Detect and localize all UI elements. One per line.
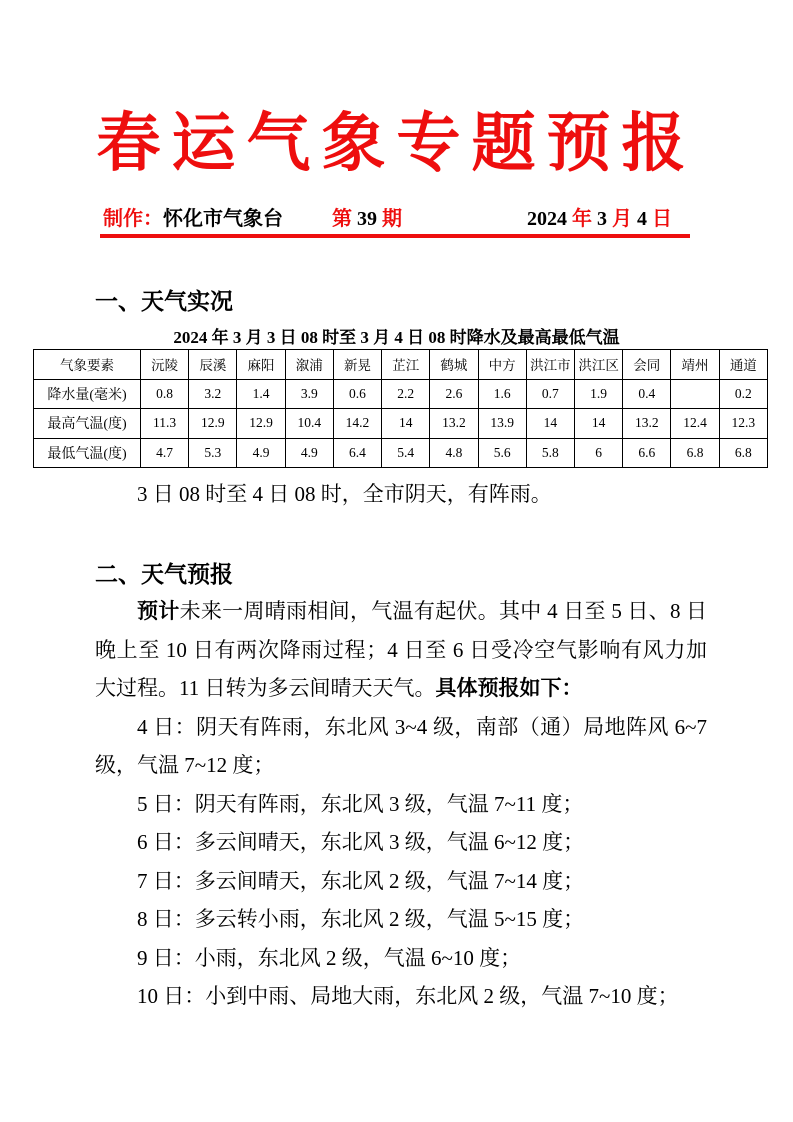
table-header-cell: 鹤城: [430, 350, 478, 380]
table-row: [34, 438, 768, 468]
date-day-unit: 日: [652, 208, 672, 230]
forecast-body: [95, 592, 707, 1016]
value-cell: [671, 379, 719, 409]
value-cell: 14.2: [333, 409, 381, 439]
table-header-cell: 通道: [719, 350, 767, 380]
value-cell: 4.8: [430, 438, 478, 468]
date-month: 3: [592, 208, 612, 230]
value-cell: 6.8: [719, 438, 767, 468]
value-cell: 11.3: [141, 409, 189, 439]
table-header-cell: 沅陵: [141, 350, 189, 380]
issue-suffix: 期: [382, 208, 402, 230]
value-cell: 3.9: [285, 379, 333, 409]
daily-forecast-line: 6 日：多云间晴天，东北风 3 级，气温 6~12 度；: [137, 830, 585, 854]
table-title: 2024 年 3 月 3 日 08 时至 3 月 4 日 08 时降水及最高最低气温: [173, 328, 620, 347]
document-title: 春运气象专题预报: [96, 108, 697, 179]
value-cell: 2.2: [382, 379, 430, 409]
value-cell: 4.7: [141, 438, 189, 468]
section1-heading: 一、天气实况: [95, 288, 233, 314]
value-cell: 6.6: [623, 438, 671, 468]
value-cell: 4.9: [285, 438, 333, 468]
table-header-cell: 麻阳: [237, 350, 285, 380]
value-cell: 5.6: [478, 438, 526, 468]
weather-observation-table: [33, 349, 768, 468]
value-cell: 2.6: [430, 379, 478, 409]
table-header-row: [34, 350, 768, 380]
date-day: 4: [632, 208, 652, 230]
daily-forecast-line: 4 日：阴天有阵雨，东北风 3~4 级，南部（通）局地阵风 6~7 级，气温 7~12 度；: [95, 714, 707, 777]
value-cell: 13.9: [478, 409, 526, 439]
value-cell: 13.2: [430, 409, 478, 439]
red-divider-rule: [100, 234, 690, 238]
value-cell: 14: [526, 409, 574, 439]
table-header-cell: 洪江市: [526, 350, 574, 380]
value-cell: 12.4: [671, 409, 719, 439]
date-month-unit: 月: [612, 208, 632, 230]
daily-forecast-line: 9 日：小雨，东北风 2 级，气温 6~10 度；: [137, 945, 522, 970]
table-header-cell: 辰溪: [189, 350, 237, 380]
table-row: [34, 409, 768, 439]
row-label-cell: 最高气温(度): [34, 409, 141, 439]
issue-number: [332, 202, 402, 231]
producer-label: 制作：: [103, 208, 163, 230]
daily-forecast-line: 5 日：阴天有阵雨，东北风 3 级，气温 7~11 度；: [137, 791, 584, 816]
forecast-intro-text: 未来一周晴雨相间，气温有起伏。其中 4 日至 5 日、8 日晚上至 10 日有两次降雨过程；4 日至 6 日受冷空气影响有风力加大过程。11 日转为多云间晴天天气。: [95, 599, 708, 700]
section2-heading: 二、天气预报: [95, 561, 233, 587]
value-cell: 14: [574, 409, 622, 439]
value-cell: 13.2: [623, 409, 671, 439]
value-cell: 0.4: [623, 379, 671, 409]
value-cell: 5.8: [526, 438, 574, 468]
producer-line: [103, 202, 283, 231]
value-cell: 0.7: [526, 379, 574, 409]
forecast-intro-lead: 预计: [137, 599, 180, 623]
value-cell: 4.9: [237, 438, 285, 468]
value-cell: 0.6: [333, 379, 381, 409]
table-header-cell: 靖州: [671, 350, 719, 380]
daily-forecast-line: 8 日：多云转小雨，东北风 2 级，气温 5~15 度；: [137, 907, 585, 931]
value-cell: 10.4: [285, 409, 333, 439]
table-header-cell: 新晃: [333, 350, 381, 380]
daily-forecast-line: 7 日：多云间晴天，东北风 2 级，气温 7~14 度；: [137, 868, 585, 893]
table-row: [34, 379, 768, 409]
value-cell: 1.6: [478, 379, 526, 409]
date-year: 2024: [527, 208, 572, 230]
forecast-intro-tail: 具体预报如下：: [435, 676, 583, 700]
value-cell: 0.2: [719, 379, 767, 409]
masthead-row: [100, 202, 690, 232]
daily-forecast-list: [95, 708, 707, 1016]
value-cell: 12.3: [719, 409, 767, 439]
table-header-cell: 溆浦: [285, 350, 333, 380]
table-header-cell: 洪江区: [574, 350, 622, 380]
issue-value: 39: [352, 208, 382, 230]
value-cell: 6.4: [333, 438, 381, 468]
date-year-unit: 年: [572, 208, 592, 230]
issue-prefix: 第: [332, 208, 352, 230]
value-cell: 6.8: [671, 438, 719, 468]
producer-value: 怀化市气象台: [163, 208, 283, 230]
forecast-intro-paragraph: [95, 592, 707, 708]
daily-forecast-line: 10 日：小到中雨、局地大雨，东北风 2 级，气温 7~10 度；: [137, 984, 679, 1008]
value-cell: 12.9: [189, 409, 237, 439]
value-cell: 5.4: [382, 438, 430, 468]
table-header-cell: 中方: [478, 350, 526, 380]
value-cell: 3.2: [189, 379, 237, 409]
issue-date: [527, 202, 672, 231]
observation-summary: 3 日 08 时至 4 日 08 时，全市阴天，有阵雨。: [137, 482, 552, 506]
value-cell: 5.3: [189, 438, 237, 468]
value-cell: 12.9: [237, 409, 285, 439]
value-cell: 0.8: [141, 379, 189, 409]
value-cell: 1.4: [237, 379, 285, 409]
value-cell: 14: [382, 409, 430, 439]
table-header-cell: 气象要素: [34, 350, 141, 380]
row-label-cell: 最低气温(度): [34, 438, 141, 468]
table-header-cell: 芷江: [382, 350, 430, 380]
table-header-cell: 会同: [623, 350, 671, 380]
row-label-cell: 降水量(毫米): [34, 379, 141, 409]
value-cell: 1.9: [574, 379, 622, 409]
value-cell: 6: [574, 438, 622, 468]
